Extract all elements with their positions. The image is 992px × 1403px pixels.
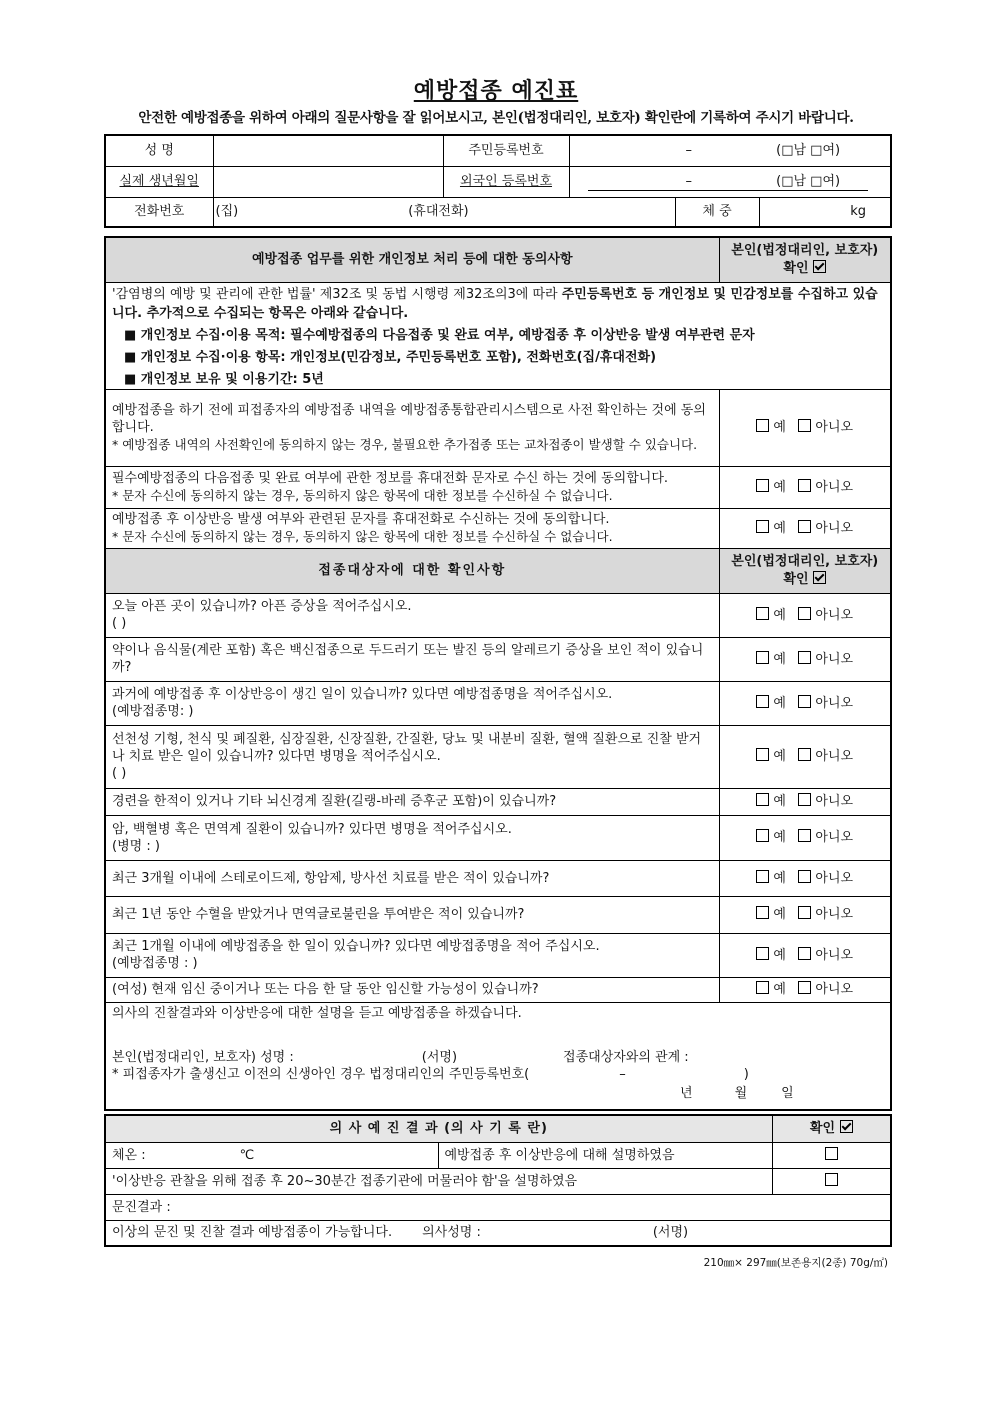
checked-box-icon: [813, 571, 826, 584]
doctor-confirm-header: 확인: [772, 1115, 891, 1142]
checkbox-yes[interactable]: [756, 695, 769, 708]
page-title: 예방접종 예진표: [413, 79, 579, 104]
check-question: 암, 백혈병 혹은 면역계 질환이 있습니까? 있다면 병명을 적어주십시오. (병명 : ): [105, 815, 719, 860]
consent-item: 예방접종을 하기 전에 피접종자의 예방접종 내역을 예방접종통합관리시스템으로 사전 확인하는 것에 동의합니다. * 예방접종 내역의 사전확인에 동의하지 않는 경우, 불필요한 추가접종 또는 교차접종이 발생할 수 있습니다.: [105, 389, 719, 466]
yes-no-choice[interactable]: 예 아니오: [719, 389, 891, 466]
consent-confirm-header: 본인(법정대리인, 보호자) 확인: [719, 237, 891, 282]
page-subtitle: 안전한 예방접종을 위하여 아래의 질문사항을 잘 읽어보시고, 본인(법정대리인, 보호자) 확인란에 기록하여 주시기 바랍니다.: [138, 110, 854, 126]
checkbox-yes[interactable]: [756, 947, 769, 960]
check-question: 약이나 음식물(계란 포함) 혹은 백신접종으로 두드러기 또는 발진 등의 알레르기 증상을 보인 적이 있습니까?: [105, 637, 719, 681]
consent-header: 예방접종 업무를 위한 개인정보 처리 등에 대한 동의사항: [105, 237, 719, 282]
yes-no-choice[interactable]: 예 아니오: [719, 788, 891, 815]
checkbox-no[interactable]: [798, 947, 811, 960]
name-field[interactable]: [213, 135, 443, 166]
check-question: 선천성 기형, 천식 및 폐질환, 심장질환, 신장질환, 간질환, 당뇨 및 내분비 질환, 혈액 질환으로 진찰 받거나 치료 받은 일이 있습니까? 있다면 병명을 적어주십시오. ( ): [105, 725, 719, 788]
observe-label: '이상반응 관찰을 위해 접종 후 20~30분간 접종기관에 머물러야 함'을 설명하였음: [105, 1168, 772, 1194]
checkbox-no[interactable]: [798, 906, 811, 919]
checkbox-yes[interactable]: [756, 479, 769, 492]
checkbox-yes[interactable]: [756, 607, 769, 620]
yes-no-choice[interactable]: 예 아니오: [719, 977, 891, 1002]
yes-no-choice[interactable]: 예 아니오: [719, 466, 891, 508]
weight-label: 체 중: [675, 197, 759, 227]
checkbox-yes[interactable]: [756, 906, 769, 919]
yes-no-choice[interactable]: 예 아니오: [719, 725, 891, 788]
checkbox-no[interactable]: [798, 695, 811, 708]
checkbox-no[interactable]: [798, 651, 811, 664]
observe-checkbox[interactable]: [772, 1168, 891, 1194]
checked-box-icon: [813, 260, 826, 273]
checkbox-no[interactable]: [798, 981, 811, 994]
consent-item: 필수예방접종의 다음접종 및 완료 여부에 관한 정보를 휴대전화 문자로 수신 하는 것에 동의합니다. * 문자 수신에 동의하지 않는 경우, 동의하지 않은 항목에 대한 정보를 수신하실 수 없습니다.: [105, 466, 719, 508]
checkbox-no[interactable]: [798, 748, 811, 761]
explain-label: 예방접종 후 이상반응에 대해 설명하였음: [438, 1142, 772, 1168]
consent-bullet: ■ 개인정보 보유 및 이용기간: 5년: [124, 371, 324, 387]
checkbox-yes[interactable]: [756, 981, 769, 994]
phone-field[interactable]: (집) (휴대전화): [213, 197, 675, 227]
yes-no-choice[interactable]: 예 아니오: [719, 815, 891, 860]
checkbox-no[interactable]: [798, 607, 811, 620]
gender-choice[interactable]: (□남 □여): [776, 143, 841, 159]
checked-box-icon: [840, 1120, 853, 1133]
checkbox-yes[interactable]: [756, 651, 769, 664]
check-question: 최근 1개월 이내에 예방접종을 한 일이 있습니까? 있다면 예방접종명을 적어 주십시오. (예방접종명 : ): [105, 933, 719, 977]
yes-no-choice[interactable]: 예 아니오: [719, 637, 891, 681]
yes-no-choice[interactable]: 예 아니오: [719, 593, 891, 637]
check-header: 접종대상자에 대한 확인사항: [105, 548, 719, 593]
weight-field[interactable]: kg: [759, 197, 891, 227]
result-field[interactable]: 문진결과 :: [105, 1194, 891, 1220]
yes-no-choice[interactable]: 예 아니오: [719, 508, 891, 548]
personal-info-table: [104, 134, 892, 228]
consent-intro: '감염병의 예방 및 관리에 관한 법률' 제32조 및 동법 시행령 제32조의3에 따라 주민등록번호 등 개인정보 및 민감정보를 수집하고 있습니다. 추가적으로 수집되는 항목은 아래와 같습니다. ■ 개인정보 수집·이용 목적: 필수예방접종의 다음접종 및 완료 여부, 예방접종 후 이상반응 발생 여부관련 문자 ■ 개인정보 수집·이용 항목: 개인정보(민감정보, 주민등록번호 포함), 전화번호(집/휴대전화) ■ 개인정보 보유 및 이용기간: 5년: [105, 282, 891, 389]
yes-no-choice[interactable]: 예 아니오: [719, 681, 891, 725]
checkbox[interactable]: [825, 1173, 838, 1186]
checkbox-no[interactable]: [798, 479, 811, 492]
check-question: (여성) 현재 임신 중이거나 또는 다음 한 달 동안 임신할 가능성이 있습니까?: [105, 977, 719, 1002]
explain-checkbox[interactable]: [772, 1142, 891, 1168]
date-day: 일: [781, 1085, 794, 1101]
checkbox-yes[interactable]: [756, 520, 769, 533]
foreign-field[interactable]: – (□남 □여): [569, 166, 891, 197]
consent-item: 예방접종 후 이상반응 발생 여부와 관련된 문자를 휴대전화로 수신하는 것에 동의합니다. * 문자 수신에 동의하지 않는 경우, 동의하지 않은 항목에 대한 정보를 수신하실 수 없습니다.: [105, 508, 719, 548]
checkbox-no[interactable]: [798, 520, 811, 533]
doctor-header: 의 사 예 진 결 과 (의 사 기 록 란): [105, 1115, 772, 1142]
phone-label: 전화번호: [105, 197, 213, 227]
check-question: 최근 3개월 이내에 스테로이드제, 항암제, 방사선 치료를 받은 적이 있습니까?: [105, 860, 719, 896]
signature-section: 의사의 진찰결과와 이상반응에 대한 설명을 듣고 예방접종을 하겠습니다. 본인(법정대리인, 보호자) 성명 : (서명) 접종대상자와의 관계 : * 피접종자가 출생신고 이전의 신생아인 경우 법정대리인의 주민등록번호( – ) 년 월 일: [105, 1002, 891, 1110]
check-question: 경련을 한적이 있거나 기타 뇌신경계 질환(길랭-바레 증후군 포함)이 있습니까?: [105, 788, 719, 815]
rrn-field[interactable]: – (□남 □여): [569, 135, 891, 166]
yes-no-choice[interactable]: 예 아니오: [719, 933, 891, 977]
doctor-record-table: [104, 1114, 892, 1247]
birth-label: 실제 생년월일: [105, 166, 213, 197]
foreign-label: 외국인 등록번호: [443, 166, 569, 197]
consent-bullet: ■ 개인정보 수집·이용 항목: 개인정보(민감정보, 주민등록번호 포함), 전화번호(집/휴대전화): [124, 349, 657, 365]
date-month: 월: [734, 1085, 748, 1101]
checkbox-yes[interactable]: [756, 870, 769, 883]
checkbox-yes[interactable]: [756, 748, 769, 761]
checkbox-yes[interactable]: [756, 829, 769, 842]
paper-spec: 210㎜× 297㎜(보존용지(2종) 70g/㎡): [703, 1257, 888, 1269]
checkbox-yes[interactable]: [756, 793, 769, 806]
checkbox-no[interactable]: [798, 419, 811, 432]
check-question: 최근 1년 동안 수혈을 받았거나 면역글로불린을 투여받은 적이 있습니까?: [105, 896, 719, 933]
date-year: 년: [680, 1085, 693, 1101]
consent-bullet: ■ 개인정보 수집·이용 목적: 필수예방접종의 다음접종 및 완료 여부, 예방접종 후 이상반응 발생 여부관련 문자: [124, 327, 755, 343]
checkbox-no[interactable]: [798, 870, 811, 883]
birth-field[interactable]: [213, 166, 443, 197]
yes-no-choice[interactable]: 예 아니오: [719, 860, 891, 896]
yes-no-choice[interactable]: 예 아니오: [719, 896, 891, 933]
name-label: 성 명: [105, 135, 213, 166]
checkbox-yes[interactable]: [756, 419, 769, 432]
temperature-cell[interactable]: 체온 : ℃: [105, 1142, 438, 1168]
check-question: 과거에 예방접종 후 이상반응이 생긴 일이 있습니까? 있다면 예방접종명을 적어주십시오. (예방접종명: ): [105, 681, 719, 725]
checkbox-no[interactable]: [798, 829, 811, 842]
checkbox-no[interactable]: [798, 793, 811, 806]
rrn-label: 주민등록번호: [443, 135, 569, 166]
doctor-signature[interactable]: 이상의 문진 및 진찰 결과 예방접종이 가능합니다. 의사성명 : (서명): [105, 1220, 891, 1246]
check-confirm-header: 본인(법정대리인, 보호자) 확인: [719, 548, 891, 593]
check-question: 오늘 아픈 곳이 있습니까? 아픈 증상을 적어주십시오. ( ): [105, 593, 719, 637]
checkbox[interactable]: [825, 1147, 838, 1160]
questionnaire-table: [104, 236, 892, 1111]
